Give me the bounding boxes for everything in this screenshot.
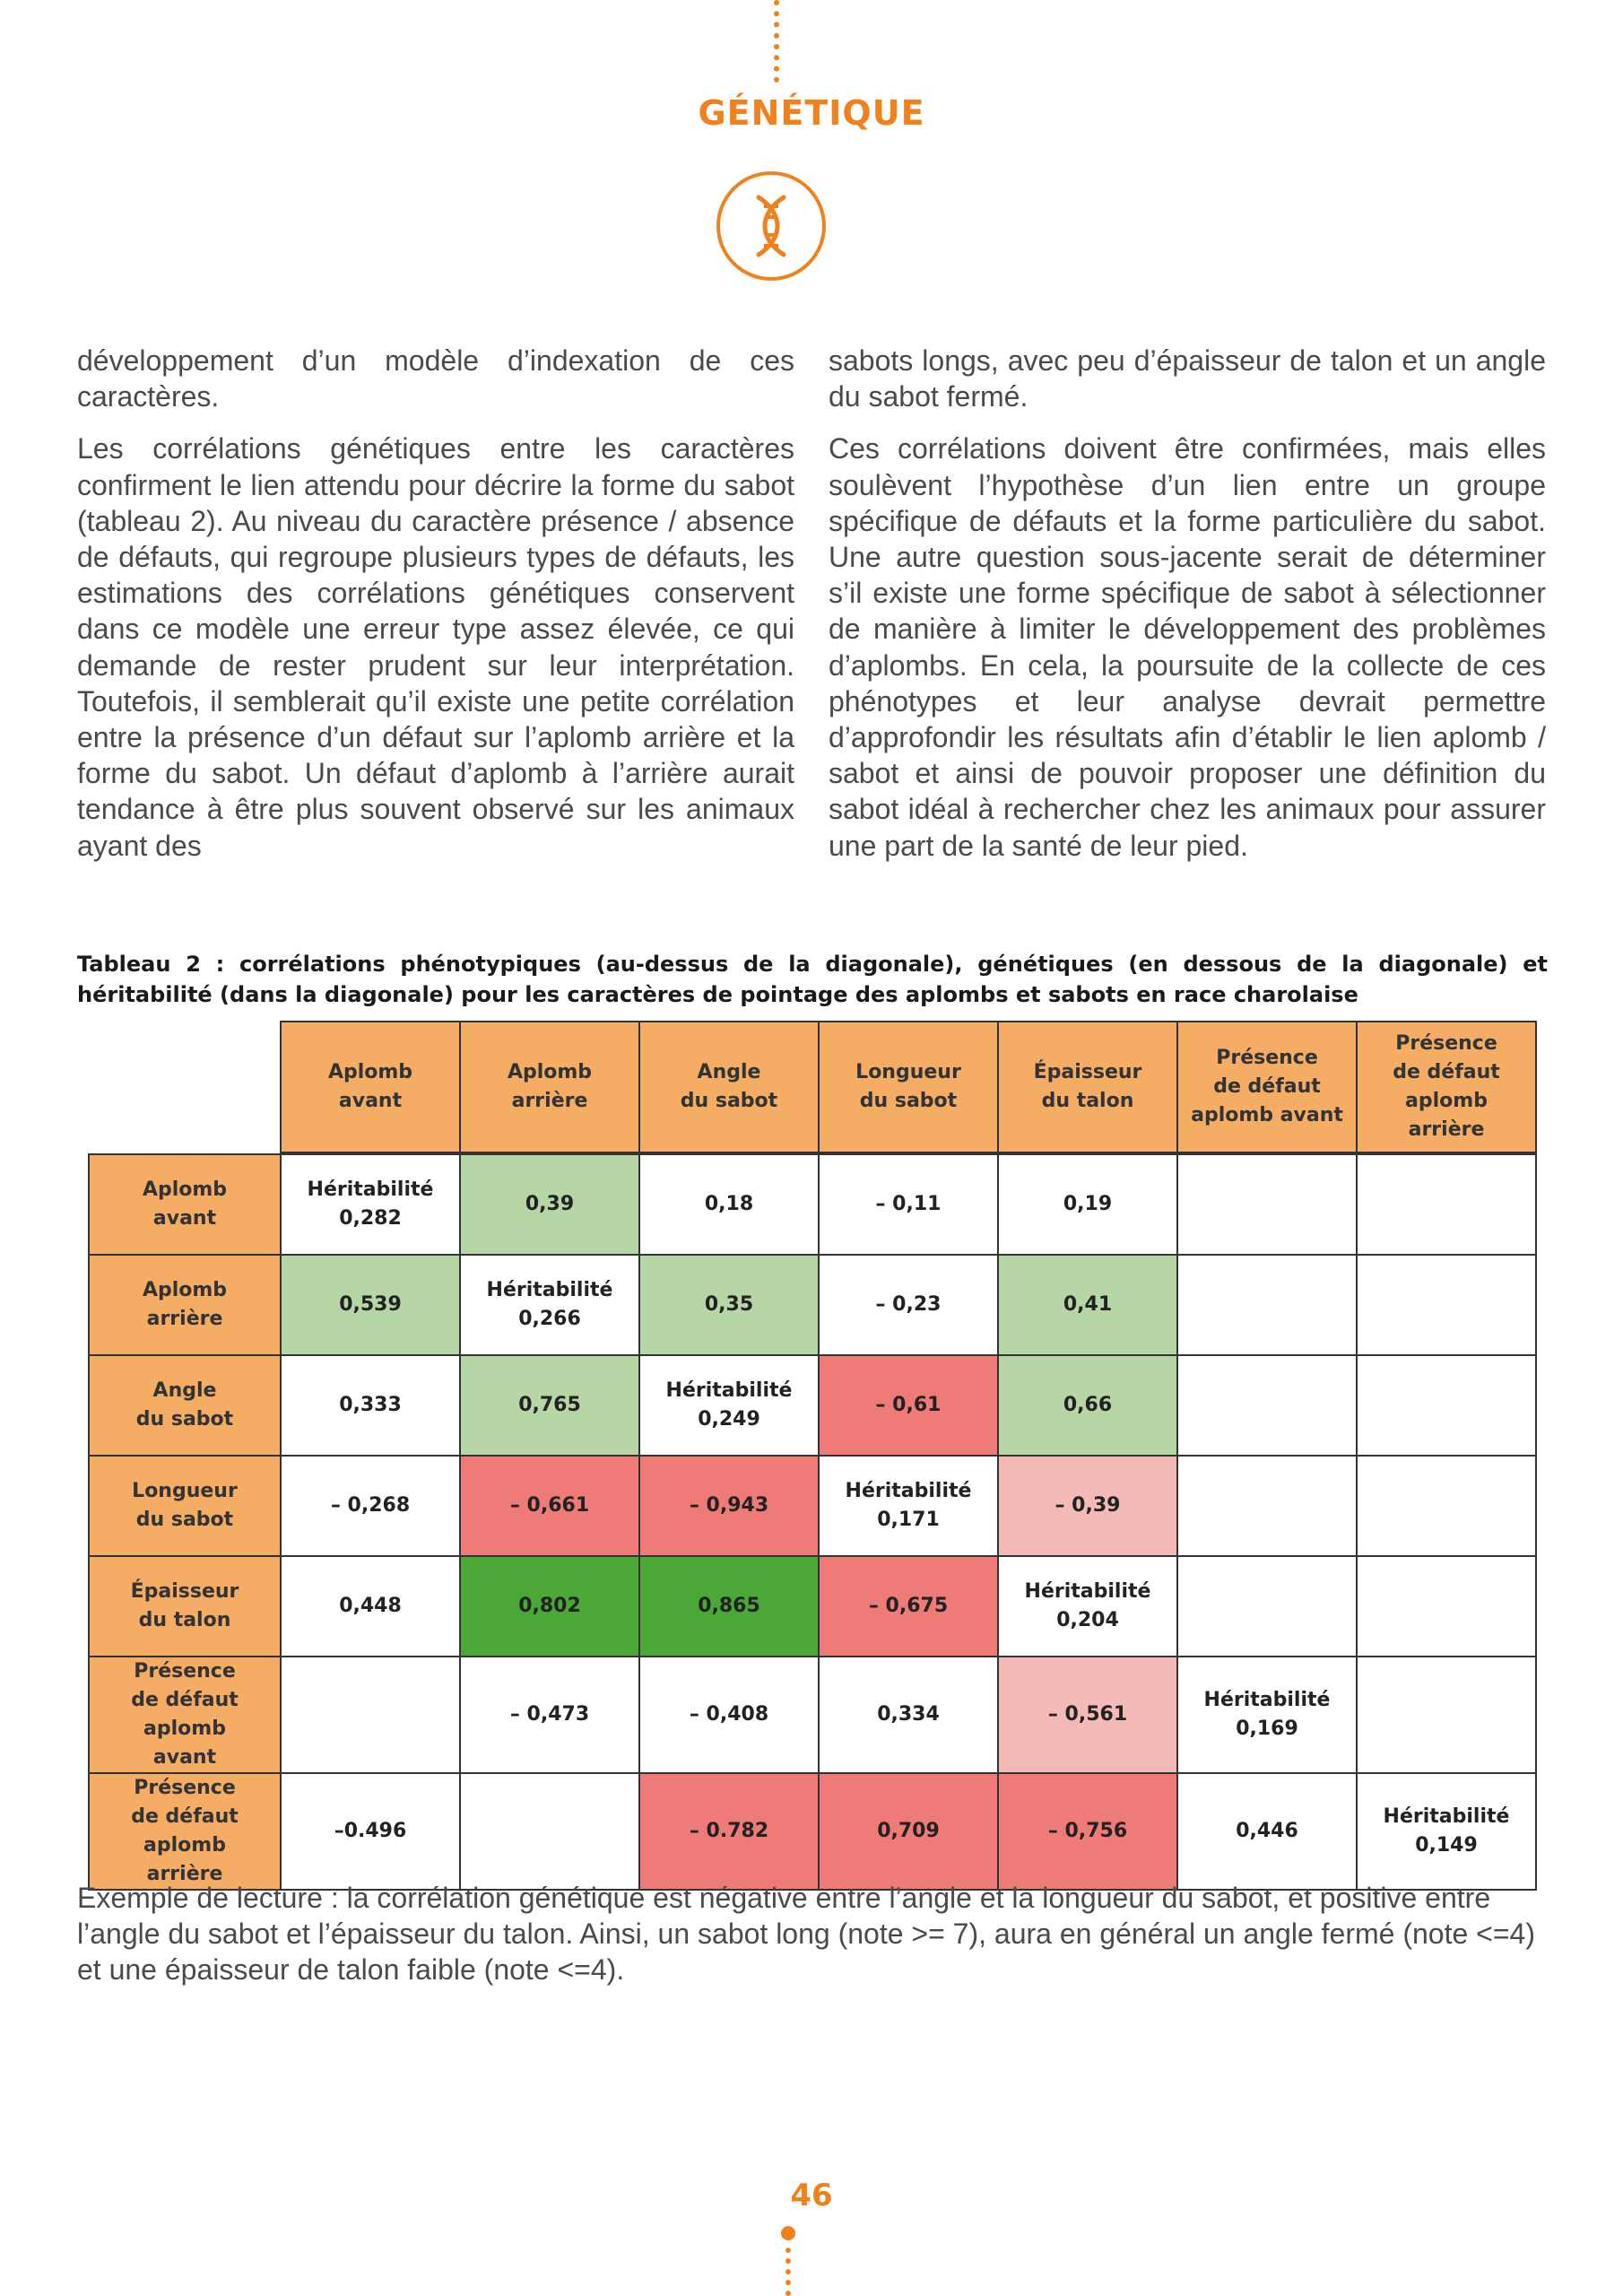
table-cell [281, 1355, 460, 1456]
table-row [89, 1456, 1536, 1556]
cell-value: – 0,268 [330, 1494, 411, 1517]
table-cell [1177, 1773, 1357, 1890]
row-header-line: de défaut aplomb [131, 1805, 239, 1857]
column-header [819, 1022, 998, 1152]
cell-value: 0,149 [1415, 1834, 1478, 1857]
table-row [89, 1154, 1536, 1255]
correlation-table [88, 1021, 1537, 1891]
cell-value: – 0,561 [1047, 1703, 1128, 1726]
table-caption: Tableau 2 : corrélations phénotypiques (au-dessus de la diagonale), génétiques (en dessous de la diagonale) et héritabilité (dans la diagonale) pour les caractères de pointage des aplombs et sabots en race charolaise [77, 952, 1548, 1007]
table-cell [460, 1154, 639, 1255]
cell-value: 0,333 [339, 1394, 402, 1416]
table-cell [460, 1355, 639, 1456]
paragraph: sabots longs, avec peu d’épaisseur de talon et un angle du sabot fermé. [829, 344, 1546, 413]
table-cell [819, 1355, 998, 1456]
column-header-line: aplomb avant [1191, 1104, 1343, 1126]
cell-value: – 0,408 [689, 1703, 769, 1726]
row-header [89, 1355, 281, 1456]
column-header-line: du talon [1041, 1090, 1134, 1112]
cell-value: 0,266 [518, 1308, 581, 1330]
row-header-line: avant [152, 1746, 217, 1769]
cell-value: 0,41 [1063, 1293, 1113, 1316]
column-header [460, 1022, 639, 1152]
table-cell [639, 1255, 819, 1355]
top-dotted-line [774, 0, 785, 83]
row-header-line: du talon [138, 1609, 231, 1631]
column-header-line: Angle [697, 1061, 761, 1083]
table-cell [1357, 1773, 1536, 1890]
row-header [89, 1773, 281, 1890]
cell-value: –0.496 [334, 1820, 407, 1842]
cell-value: Héritabilité [486, 1279, 613, 1301]
table-cell [460, 1773, 639, 1890]
cell-value: 0,249 [698, 1408, 760, 1431]
cell-value: 0,334 [877, 1703, 940, 1726]
cell-value: 0,39 [525, 1193, 575, 1215]
table-cell [998, 1773, 1177, 1890]
column-header [639, 1022, 819, 1152]
table-cell [998, 1255, 1177, 1355]
column-header-line: Présence [1395, 1032, 1497, 1055]
left-column [77, 343, 794, 880]
cell-value: Héritabilité [845, 1480, 972, 1502]
table-cell [819, 1556, 998, 1657]
table-row [89, 1556, 1536, 1657]
cell-value: 0,18 [704, 1193, 754, 1215]
column-header-line: Aplomb [327, 1061, 413, 1083]
table-cell [998, 1657, 1177, 1773]
table-cell [639, 1657, 819, 1773]
cell-value: 0,709 [877, 1820, 940, 1842]
column-header-line: Présence [1216, 1047, 1318, 1069]
table-cell [1357, 1556, 1536, 1657]
table-cell [639, 1456, 819, 1556]
cell-value: 0,169 [1236, 1718, 1298, 1740]
row-header-line: arrière [146, 1308, 223, 1330]
cell-value: 0,865 [698, 1595, 760, 1617]
cell-value: Héritabilité [1024, 1580, 1151, 1603]
table-cell [460, 1556, 639, 1657]
row-header-line: Présence [134, 1777, 236, 1799]
table-cell [1177, 1355, 1357, 1456]
table-row [89, 1773, 1536, 1890]
cell-value: 0,282 [339, 1207, 402, 1230]
reading-example: Exemple de lecture : la corrélation génétique est négative entre l’angle et la longueur du sabot, et positive entre l’angle du sabot et l’épaisseur du talon. Ainsi, un sabot long (note >= 7), aura en général un angle fermé (note <=4) et une épaisseur de talon faible (note <=4). [77, 1882, 1535, 1986]
column-header-line: du sabot [859, 1090, 958, 1112]
row-header-line: avant [152, 1207, 217, 1230]
table-cell [639, 1154, 819, 1255]
paragraph: Ces corrélations doivent être confirmées, mais elles soulèvent l’hypothèse d’un lien entre un groupe spécifique de défauts et la forme particulière du sabot. Une autre question sous-jacente serait de déterminer s’il existe une forme spécifique de sabot à sélectionner de manière à limiter le développement des problèmes d’aplombs. En cela, la poursuite de la collecte de ces phénotypes et leur analyse devrait permettre d’approfondir les résultats afin d’établir le lien aplomb / sabot et ainsi de pouvoir proposer une définition du sabot idéal à rechercher chez les animaux pour assurer une part de la santé de leur pied. [829, 432, 1546, 862]
table-cell [281, 1657, 460, 1773]
row-header-line: Aplomb [142, 1178, 228, 1201]
section-title: GÉNÉTIQUE [698, 93, 925, 133]
row-header-line: Épaisseur [130, 1580, 239, 1603]
cell-value: 0,539 [339, 1293, 402, 1316]
table-cell [819, 1456, 998, 1556]
row-header [89, 1556, 281, 1657]
row-header-line: Présence [134, 1660, 236, 1683]
row-header-line: de défaut aplomb [131, 1689, 239, 1740]
cell-value: Héritabilité [665, 1379, 793, 1402]
table-cell [1177, 1556, 1357, 1657]
column-header-line: avant [338, 1090, 403, 1112]
dna-icon [716, 170, 827, 282]
table-cell [998, 1456, 1177, 1556]
column-header-line: Longueur [855, 1061, 961, 1083]
paragraph: Les corrélations génétiques entre les caractères confirment le lien attendu pour décrire la forme du sabot (tableau 2). Au niveau du caractère présence / absence de défauts, qui regroupe plusieurs types de défauts, les estimations des corrélations génétiques conservent dans ce modèle une erreur type assez élevée, ce qui demande de rester prudent sur leur interprétation. Toutefois, il semblerait qu’il existe une petite corrélation entre la présence d’un défaut sur l’aplomb arrière et la forme du sabot. Un défaut d’aplomb à l’arrière aurait tendance à être plus souvent observé sur les animaux ayant des [77, 432, 794, 862]
row-header [89, 1657, 281, 1773]
cell-value: Héritabilité [1383, 1805, 1510, 1828]
cell-value: – 0.782 [689, 1820, 769, 1842]
table-row [89, 1255, 1536, 1355]
table-body [89, 1152, 1536, 1890]
table-cell [281, 1255, 460, 1355]
table-cell [1177, 1255, 1357, 1355]
row-header [89, 1154, 281, 1255]
row-header [89, 1255, 281, 1355]
column-header-line: aplomb [1405, 1090, 1488, 1112]
row-header [89, 1456, 281, 1556]
page-number: 46 [790, 2178, 833, 2213]
table-header-row [89, 1022, 1536, 1152]
table-cell [998, 1355, 1177, 1456]
table-cell [1357, 1154, 1536, 1255]
table-cell [819, 1154, 998, 1255]
table-cell [460, 1255, 639, 1355]
table-cell [460, 1456, 639, 1556]
bottom-dotted-line [785, 2248, 791, 2296]
table-cell [460, 1657, 639, 1773]
cell-value: 0,446 [1236, 1820, 1298, 1842]
cell-value: – 0,23 [875, 1293, 942, 1316]
table-cell [281, 1556, 460, 1657]
cell-value: – 0,756 [1047, 1820, 1128, 1842]
table-cell [281, 1456, 460, 1556]
column-header-line: arrière [511, 1090, 588, 1112]
column-header [281, 1022, 460, 1152]
column-header-line: de défaut [1213, 1075, 1321, 1098]
table-cell [281, 1773, 460, 1890]
cell-value: 0,204 [1056, 1609, 1119, 1631]
cell-value: Héritabilité [307, 1178, 434, 1201]
cell-value: – 0,943 [689, 1494, 769, 1517]
table-cell [1357, 1355, 1536, 1456]
table-cell [281, 1154, 460, 1255]
table-cell [1357, 1456, 1536, 1556]
cell-value: – 0,661 [509, 1494, 590, 1517]
row-header-line: Longueur [132, 1480, 238, 1502]
row-header-line: du sabot [135, 1509, 234, 1531]
table-cell [639, 1355, 819, 1456]
cell-value: 0,802 [518, 1595, 581, 1617]
table-cell [1357, 1657, 1536, 1773]
table-row [89, 1355, 1536, 1456]
table-cell [639, 1556, 819, 1657]
row-header-line: du sabot [135, 1408, 234, 1431]
column-header-line: Aplomb [507, 1061, 593, 1083]
table-cell [819, 1255, 998, 1355]
cell-value: 0,35 [704, 1293, 754, 1316]
paragraph: développement d’un modèle d’indexation de ces caractères. [77, 344, 794, 413]
cell-value: – 0,61 [875, 1394, 942, 1416]
cell-value: 0,66 [1063, 1394, 1113, 1416]
table-row [89, 1657, 1536, 1773]
right-column [829, 343, 1546, 880]
column-header-line: Épaisseur [1033, 1061, 1142, 1083]
cell-value: 0,19 [1063, 1193, 1113, 1215]
cell-value: 0,765 [518, 1394, 581, 1416]
cell-value: 0,448 [339, 1595, 402, 1617]
row-header-line: Angle [152, 1379, 217, 1402]
table-cell [1357, 1255, 1536, 1355]
table-cell [998, 1154, 1177, 1255]
cell-value: Héritabilité [1203, 1689, 1331, 1711]
cell-value: 0,171 [877, 1509, 940, 1531]
table-corner [89, 1022, 281, 1152]
row-header-line: arrière [146, 1863, 223, 1885]
column-header [1177, 1022, 1357, 1152]
table-cell [1177, 1456, 1357, 1556]
footer-dot [781, 2226, 795, 2240]
column-header-line: de défaut [1393, 1061, 1500, 1083]
column-header [1357, 1022, 1536, 1152]
row-header-line: Aplomb [142, 1279, 228, 1301]
table-cell [819, 1773, 998, 1890]
cell-value: – 0,11 [875, 1193, 942, 1215]
table-cell [639, 1773, 819, 1890]
column-header-line: du sabot [680, 1090, 778, 1112]
cell-value: – 0,675 [868, 1595, 949, 1617]
table-cell [998, 1556, 1177, 1657]
table-cell [1177, 1154, 1357, 1255]
column-header [998, 1022, 1177, 1152]
table-cell [819, 1657, 998, 1773]
cell-value: – 0,473 [509, 1703, 590, 1726]
cell-value: – 0,39 [1055, 1494, 1121, 1517]
column-header-line: arrière [1408, 1118, 1485, 1141]
table-cell [1177, 1657, 1357, 1773]
